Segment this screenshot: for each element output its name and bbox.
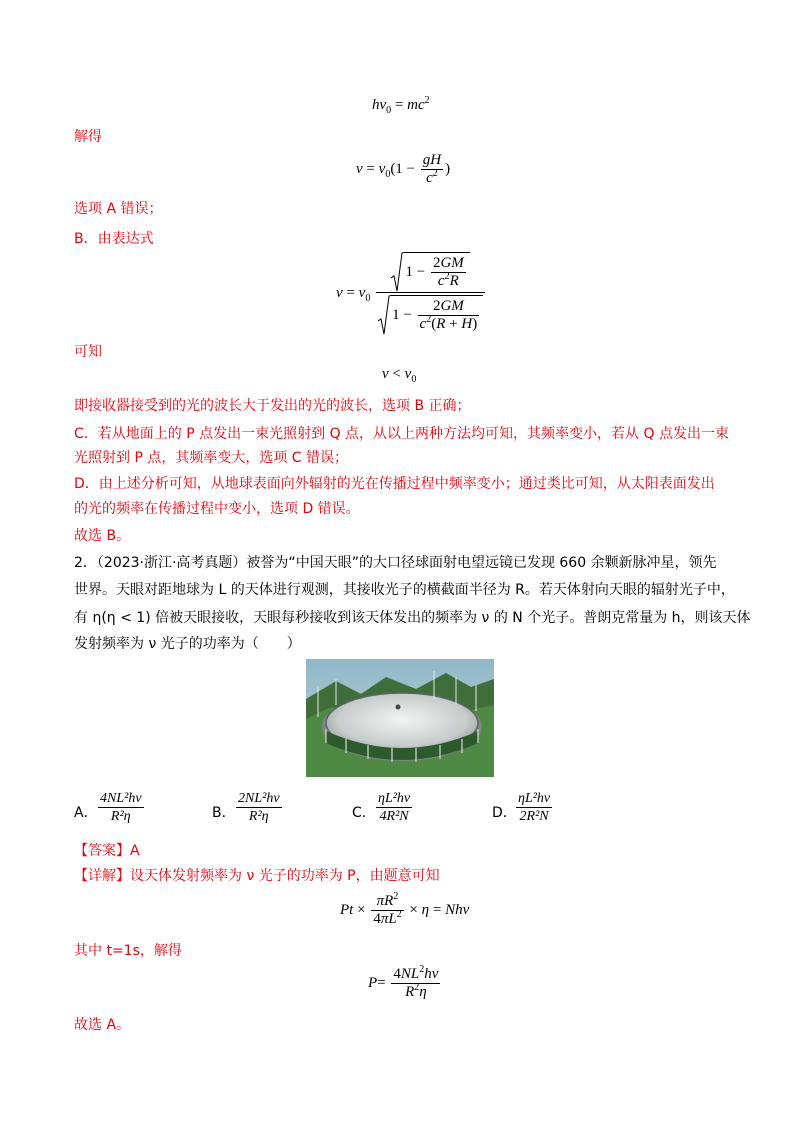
option-c-label: C． [352,805,376,821]
option-c-denominator: 4R²N [376,807,412,825]
option-c-numerator: ηL²hν [378,791,411,806]
text-c-line-2: 光照射到 P 点，其频率变大，选项 C 错误； [74,450,349,466]
equation-frequency-exact: $\nu = \nu_0$ 1 − $\frac{2GM}{c^2R}$ 1 − $\frac{2GM}{c^2(R + H)}$ [336,252,487,333]
question-2-line-1: 2．（2023·浙江·高考真题）被誉为“中国天眼”的大口径球面射电望远镜已发现 660 余颗新脉冲星，领先 [74,555,717,571]
option-a-numerator: 4NL²hν [100,791,142,806]
text-choose-b: 故选 B。 [74,528,131,544]
text-b-head: B．由表达式 [74,231,154,247]
text-qizhong: 其中 t=1s，解得 [74,943,182,959]
equation-power-balance: Pt × $\frac{\pi R^2}{4\pi L^2}$ × η = Nhν [340,891,470,927]
text-option-a-wrong: 选项 A 错误； [74,201,163,217]
telescope-photo [306,659,494,777]
text-d-line-1: D．由上述分析可知，从地球表面向外辐射的光在传播过程中频率变小；通过类比可知，从太阳表面发出 [74,476,715,492]
text-choose-a: 故选 A。 [74,1017,131,1033]
text-d-line-2: 的光的频率在传播过程中变小，选项 D 错误。 [74,501,360,517]
option-b-numerator: 2NL²hν [238,791,280,806]
equation-energy: $h\nu_0 = mc^2$ [372,95,430,116]
detail-line: 【详解】设天体发射频率为 ν 光子的功率为 P，由题意可知 [74,868,440,884]
option-b-denominator: R²η [236,807,282,825]
text-b-result: 即接收器接受到的光的波长大于发出的光的波长，选项 B 正确； [74,398,471,414]
answer-label: 【答案】A [74,843,140,859]
text-jiede-1: 解得 [74,129,102,145]
question-2-line-3: 有 η(η < 1) 倍被天眼接收，天眼每秒接收到该天体发出的频率为 ν 的 N 个光子。普朗克常量为 h，则该天体 [74,610,751,626]
equation-inequality: $\nu < \nu_0$ [382,366,417,385]
option-b-label: B． [212,805,236,821]
option-d-label: D． [492,805,517,821]
equation-frequency-approx: $\nu = \nu_0(1$ − $\frac{gH}{c^2}$ ) [356,152,451,186]
question-2-line-2: 世界。天眼对距地球为 L 的天体进行观测，其接收光子的横截面半径为 R。若天体射向天眼的辐射光子中， [74,582,735,598]
question-2-line-4: 发射频率为 ν 光子的功率为（ ） [74,636,301,652]
option-a-label: A． [74,805,98,821]
option-d-denominator: 2R²N [516,807,552,825]
text-kezhi: 可知 [74,344,102,360]
equation-power-result: P= $\frac{4NL^2h\nu}{R^2\eta}$ [368,964,439,1000]
option-a-denominator: R²η [98,807,144,825]
option-d-numerator: ηL²hν [518,791,551,806]
text-c-line-1: C．若从地面上的 P 点发出一束光照射到 Q 点，从以上两种方法均可知，其频率变小，若从 Q 点发出一束 [74,426,729,442]
